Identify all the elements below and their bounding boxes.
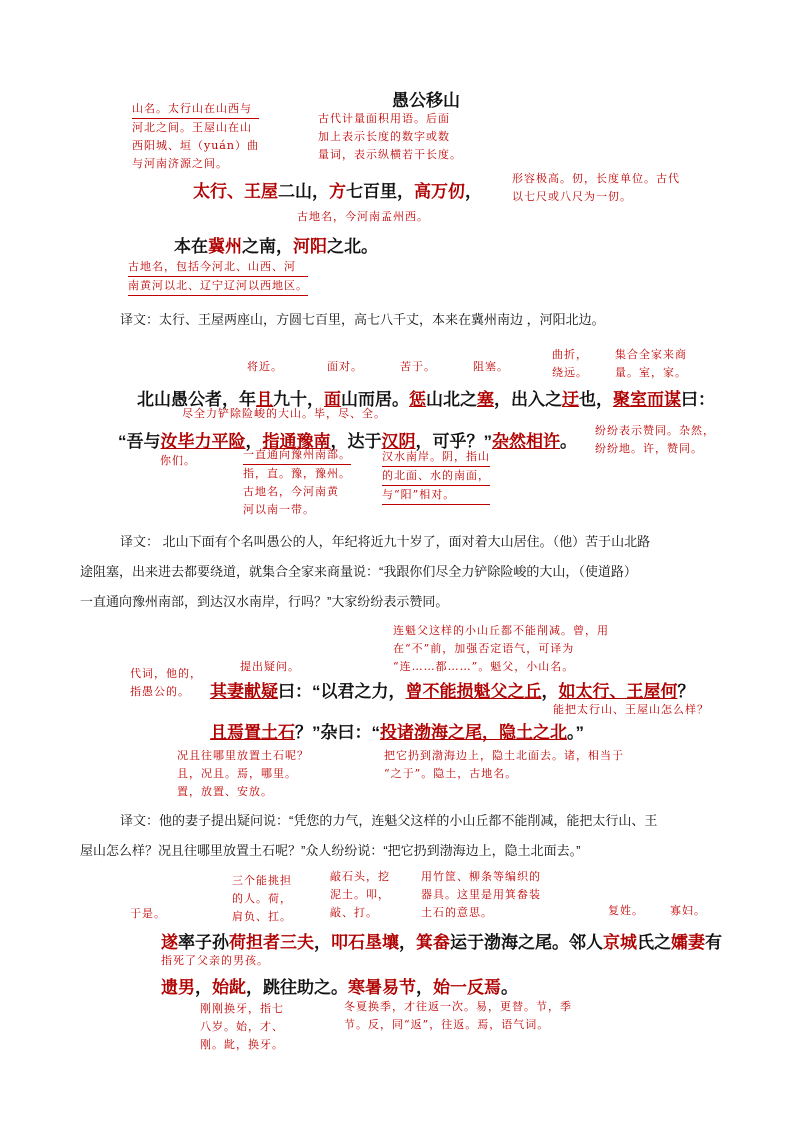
note-zhitong: 一直通向豫州南部。 指，直。豫，豫州。 古地名，今河南黄 河以南一带。 [243,448,351,516]
note-heyang: 古地名，今河南孟州西。 [297,210,429,223]
note-mian: 面对。 [327,360,363,373]
note-gaowanren: 形容极高。仞，长度单位。古代 以七尺或八尺为一仞。 [512,172,680,203]
text-line-2: 本在冀州之南，河阳之北。 [174,237,378,256]
note-shuangqi: 寡妇。 [670,904,706,917]
translation-2: 译文： 北山下面有个名叫愚公的人，年纪将近九十岁了，面对着大山居住。（他）苦于山北路 途阻塞，出来进去都要绕道，就集合全家来商量说：“我跟你们尽全力铲除险峻的大山，（使道路） 一直通向豫州南部，到达汉水南岸，行吗？”大家纷纷表示赞同。 [80,534,651,609]
note-shichen: 刚刚换牙，指七 八岁。始，才、 刚。龀，换牙。 [200,1002,284,1051]
note-hanshu: 冬夏换季，才往返一次。易，更替。节，季 节。反，同“返”，往返。焉，语气词。 [344,1000,572,1031]
translation-3: 译文：他的妻子提出疑问说：“凭您的力气，连魁父这样的小山丘都不能削减，能把太行山、王 屋山怎么样？况且往哪里放置土石呢？”众人纷纷说：“把它扔到渤海边上，隐土北面去。” [80,813,658,858]
text-line-8: 遗男，始龀，跳往助之。寒暑易节，始一反焉。 [161,978,518,997]
text-line-3: 北山愚公者，年且九十，面山而居。惩山北之塞，出入之迂也，聚室而谋曰： [137,390,715,409]
note-hanyin: 汉水南岸。阴，指山 的北面、水的南面， 与“阳”相对。 [382,448,490,505]
text-line-6: 且焉置土石？”杂曰：“投诸渤海之尾，隐土之北。” [210,723,584,742]
translation-1: 译文：太行、王屋两座山，方圆七百里，高七八千丈，本来在冀州南边 ，河阳北边。 [120,312,605,327]
note-koushi: 敲石头，挖 泥土。叩， 敲、打。 [330,870,390,919]
note-hedan: 三个能挑担 的人。荷， 肩负、扛。 [232,874,292,923]
note-xianyi: 提出疑问。 [240,660,300,673]
note-fang: 古代计量面积用语。后面 加上表示长度的数字或数 量词，表示纵横若干长度。 [318,112,462,161]
note-jingcheng: 复姓。 [608,904,644,917]
note-ru: 你们。 [160,454,196,467]
note-bili: 尽全力铲除险峻的大山。毕，尽、全。 [182,407,386,420]
text-line-1: 太行、王屋二山，方七百里，高万仞， [193,182,482,201]
note-qie: 将近。 [247,360,283,373]
note-touzhu: 把它扔到渤海边上，隐土北面去。诸，相当于 “之于”。隐土，古地名。 [384,749,624,780]
note-taihang-wangwu: 山名。太行山在山西与 河北之间。王屋山在山 西阳城、垣（yuán）曲 与河南济源之间。 [132,102,259,170]
note-sai: 阻塞。 [473,360,509,373]
note-zengbuneng: 连魁父这样的小山丘都不能削减。曾，用 在“不”前，加强否定语气，可译为 “连……都……”。魁父，小山名。 [393,624,609,673]
text-line-4: “吾与汝毕力平险，指通豫南，达于汉阴，可乎？”杂然相许。 [118,432,577,451]
text-line-5: 其妻献疑曰：“以君之力，曾不能损魁父之丘，如太行、王屋何？ [210,682,695,701]
note-yu: 曲折， 绕远。 [552,348,588,379]
note-yanzhi: 况且往哪里放置土石呢？ 且，况且。焉，哪里。 置，放置、安放。 [177,749,309,798]
note-cheng: 苦于。 [400,360,436,373]
note-qi: 代词，他的， 指愚公的。 [130,667,202,698]
note-jushi: 集合全家来商 量。室，家。 [615,348,687,379]
note-yinan: 指死了父亲的男孩。 [161,954,269,967]
note-ruhe: 能把太行山、王屋山怎么样？ [553,703,709,716]
note-zaran: 纷纷表示赞同。杂然， 纷纷地。许，赞同。 [595,424,715,455]
note-sui: 于是。 [130,907,166,920]
note-jiben: 用竹筐、柳条等编织的 器具。这里是用箕畚装 土石的意思。 [421,870,541,919]
page-title: 愚公移山 [392,91,460,110]
text-line-7: 遂率子孙荷担者三夫，叩石垦壤，箕畚运于渤海之尾。邻人京城氏之孀妻有 [161,933,722,952]
note-jizhou: 古地名，包括今河北、山西、河 南黄河以北、辽宁辽河以西地区。 [128,258,308,296]
